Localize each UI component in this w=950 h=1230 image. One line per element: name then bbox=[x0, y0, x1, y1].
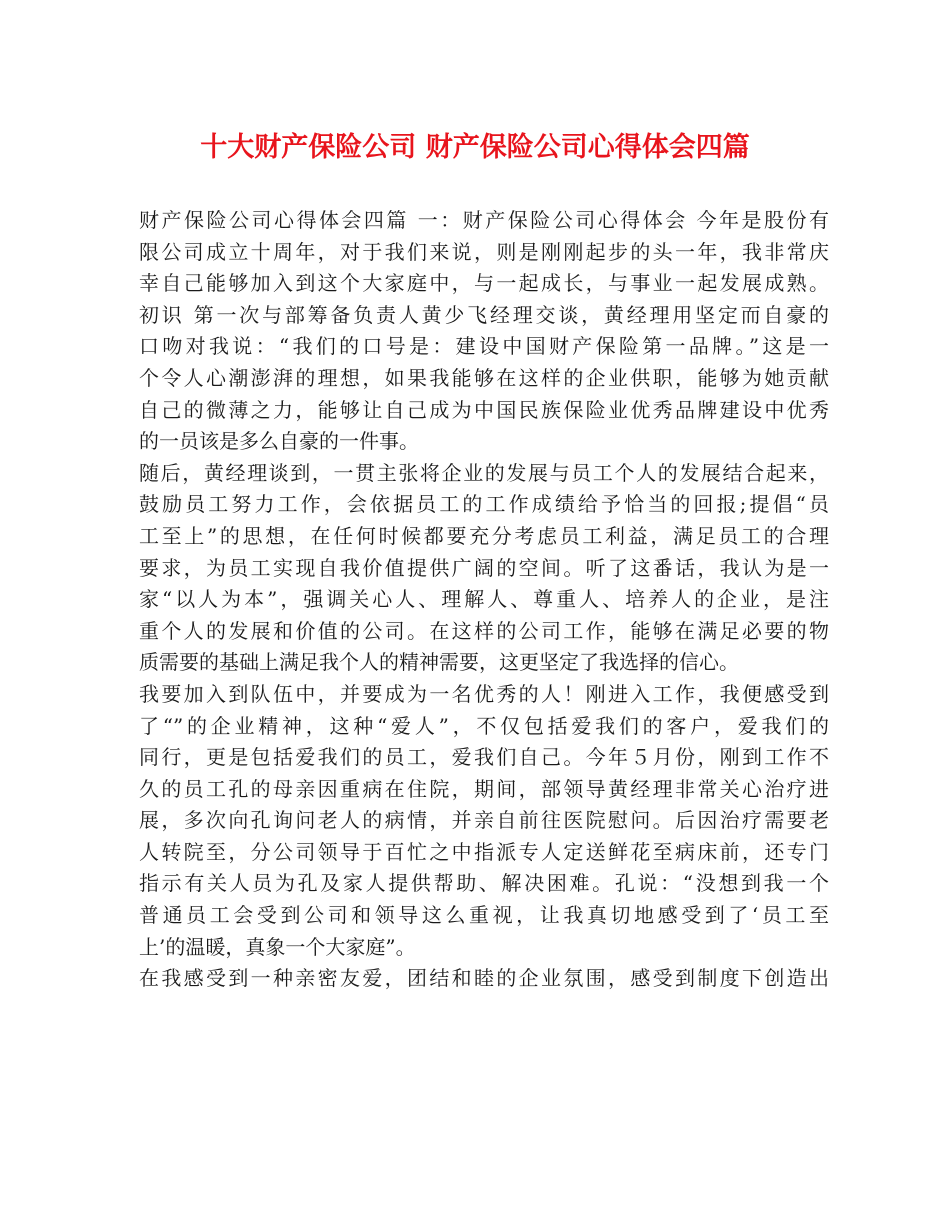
text-line: 自己的微薄之力，能够让自己成为中国民族保险业优秀品牌建设中优秀 bbox=[139, 397, 829, 422]
text-line: 要求，为员工实现自我价值提供广阔的空间。听了这番话，我认为是一 bbox=[139, 555, 829, 580]
text-line: 工至上”的思想，在任何时候都要充分考虑员工利益，满足员工的合理 bbox=[139, 523, 829, 548]
text-line: 久的员工孔的母亲因重病在住院，期间，部领导黄经理非常关心治疗进 bbox=[139, 776, 829, 801]
text-line: 财产保险公司心得体会四篇 一：财产保险公司心得体会 今年是股份有 bbox=[139, 208, 829, 232]
text-line: 幸自己能够加入到这个大家庭中，与一起成长，与事业一起发展成熟。 bbox=[139, 271, 829, 296]
text-line: 口吻对我说：“我们的口号是：建设中国财产保险第一品牌。”这是一 bbox=[139, 334, 829, 359]
text-line: 在我感受到一种亲密友爱，团结和睦的企业氛围，感受到制度下创造出 bbox=[139, 966, 829, 991]
text-line: 限公司成立十周年，对于我们来说，则是刚刚起步的头一年，我非常庆 bbox=[139, 239, 829, 264]
text-line: 展，多次向孔询问老人的病情，并亲自前往医院慰问。后因治疗需要老 bbox=[139, 808, 829, 833]
text-line: 我要加入到队伍中，并要成为一名优秀的人！刚进入工作，我便感受到 bbox=[139, 681, 829, 706]
text-line: 指示有关人员为孔及家人提供帮助、解决困难。孔说：“没想到我一个 bbox=[139, 871, 829, 896]
text-line: 人转院至，分公司领导于百忙之中指派专人定送鲜花至病床前，还专门 bbox=[139, 839, 829, 864]
text-line: 随后，黄经理谈到，一贯主张将企业的发展与员工个人的发展结合起来， bbox=[139, 460, 829, 485]
text-line: 鼓励员工努力工作，会依据员工的工作成绩给予恰当的回报;提倡“员 bbox=[139, 492, 829, 517]
text-line: 上’的温暖，真象一个大家庭”。 bbox=[139, 934, 416, 959]
text-line: 家“以人为本”，强调关心人、理解人、尊重人、培养人的企业，是注 bbox=[139, 587, 829, 612]
text-line: 的一员该是多么自豪的一件事。 bbox=[139, 429, 419, 454]
text-line: 个令人心潮澎湃的理想，如果我能够在这样的企业供职，能够为她贡献 bbox=[139, 365, 829, 390]
text-line: 普通员工会受到公司和领导这么重视，让我真切地感受到了‘员工至 bbox=[139, 903, 829, 928]
text-line: 同行，更是包括爱我们的员工，爱我们自己。今年５月份，刚到工作不 bbox=[139, 745, 829, 770]
text-line: 了“”的企业精神，这种“爱人”，不仅包括爱我们的客户，爱我们的 bbox=[139, 713, 829, 738]
document-body bbox=[139, 205, 829, 995]
text-line: 质需要的基础上满足我个人的精神需要，这更坚定了我选择的信心。 bbox=[139, 650, 739, 675]
text-line: 初识 第一次与部筹备负责人黄少飞经理交谈，黄经理用坚定而自豪的 bbox=[139, 302, 829, 327]
text-line: 重个人的发展和价值的公司。在这样的公司工作，能够在满足必要的物 bbox=[139, 618, 829, 643]
page-title: 十大财产保险公司 财产保险公司心得体会四篇 bbox=[200, 132, 750, 163]
